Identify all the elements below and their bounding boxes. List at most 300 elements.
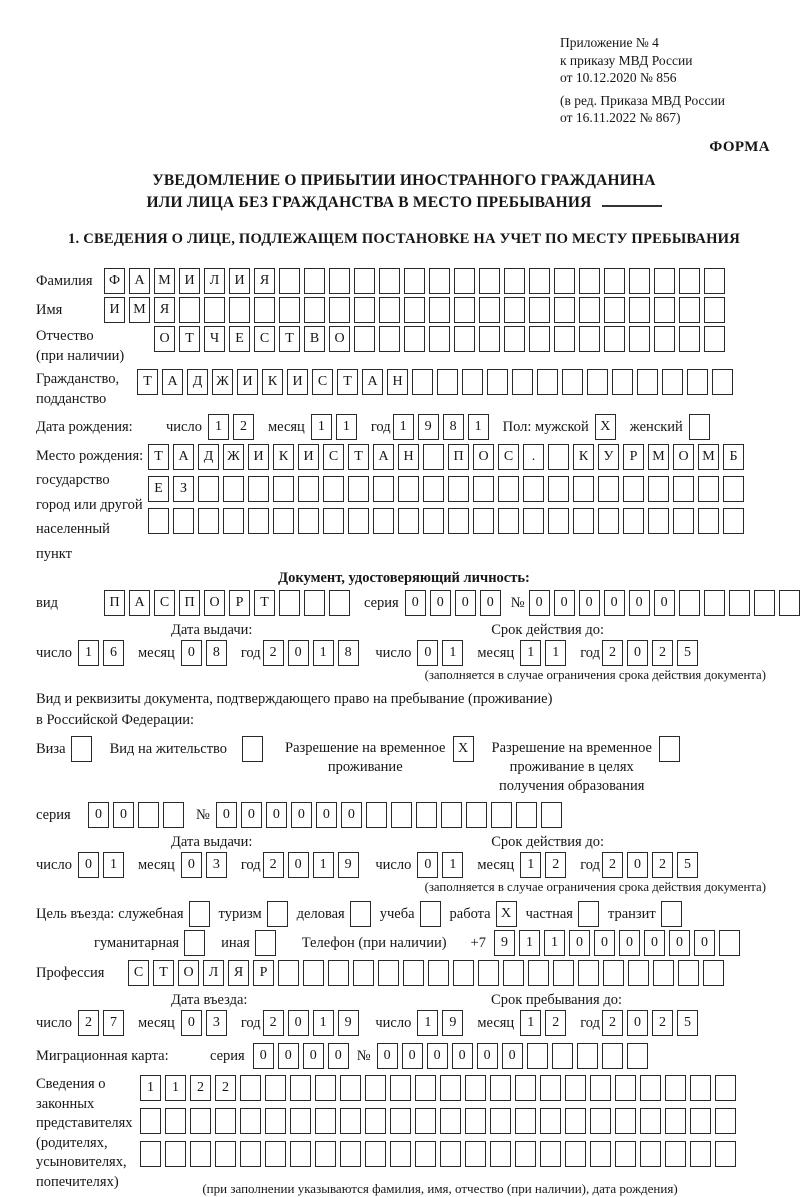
- form-cell: 0: [619, 930, 640, 956]
- form-cell: [640, 1108, 661, 1134]
- form-cell: 9: [442, 1010, 463, 1036]
- form-cell: Т: [254, 590, 275, 616]
- field-birth-date: [36, 414, 772, 440]
- form-cell: Н: [398, 444, 419, 470]
- form-cell: [565, 1108, 586, 1134]
- form-cell: [729, 590, 750, 616]
- birth-place-label: Место рождения:: [36, 447, 144, 464]
- form-cell: [298, 508, 319, 534]
- surname-label: Фамилия: [36, 272, 93, 289]
- form-cell: [565, 1141, 586, 1167]
- form-cell: [704, 297, 725, 323]
- form-cell: [198, 508, 219, 534]
- representatives-row3: [140, 1141, 740, 1167]
- form-cell: [604, 297, 625, 323]
- form-cell: [603, 960, 624, 986]
- form-cell: [248, 476, 269, 502]
- form-cell: [373, 508, 394, 534]
- form-cell: Р: [623, 444, 644, 470]
- form-title-line2: ИЛИ ЛИЦА БЕЗ ГРАЖДАНСТВА В МЕСТО ПРЕБЫВАНИЯ: [36, 191, 772, 213]
- form-cell: [579, 268, 600, 294]
- form-cell: 0: [627, 1010, 648, 1036]
- form-cell: Д: [187, 369, 208, 395]
- form-cell: [315, 1075, 336, 1101]
- form-cell: [298, 476, 319, 502]
- form-cell: [540, 1108, 561, 1134]
- form-cell: С: [498, 444, 519, 470]
- form-cell: 5: [677, 852, 698, 878]
- purpose-private-checkbox: [578, 901, 603, 927]
- form-cell: И: [179, 268, 200, 294]
- form-cell: [290, 1075, 311, 1101]
- form-cell: 0: [181, 1010, 202, 1036]
- phone-cells: [494, 930, 744, 956]
- form-cell: [398, 476, 419, 502]
- form-cell: [279, 297, 300, 323]
- form-cell: 1: [78, 640, 99, 666]
- day-label: число: [375, 1015, 412, 1031]
- form-cell: [565, 1075, 586, 1101]
- birth-place-city-label2: населенный пункт: [36, 521, 110, 562]
- temp-residence-edu-checkbox: [659, 736, 684, 762]
- citizenship-cells: [137, 369, 737, 395]
- identity-issue-date: [36, 640, 363, 666]
- form-cell: [242, 736, 263, 762]
- form-cell: [466, 802, 487, 828]
- month-label: месяц: [477, 857, 515, 873]
- entry-year-cells: [263, 1010, 363, 1036]
- form-cell: [454, 326, 475, 352]
- form-cell: [629, 268, 650, 294]
- form-cell: А: [162, 369, 183, 395]
- form-cell: [440, 1141, 461, 1167]
- form-cell: [665, 1075, 686, 1101]
- form-cell: [715, 1141, 736, 1167]
- purpose-option-private: частная: [526, 901, 603, 927]
- form-cell: [215, 1108, 236, 1134]
- form-cell: 0: [328, 1043, 349, 1069]
- form-cell: [398, 508, 419, 534]
- form-cell: 1: [545, 640, 566, 666]
- form-cell: [479, 297, 500, 323]
- form-cell: 2: [233, 414, 254, 440]
- form-cell: [240, 1108, 261, 1134]
- form-cell: 3: [206, 852, 227, 878]
- purpose-business-checkbox: [189, 901, 214, 927]
- form-cell: [404, 326, 425, 352]
- title-blank-underline: [602, 191, 662, 207]
- stay-month-cells: [520, 1010, 570, 1036]
- temp-residence-option: [285, 736, 477, 777]
- form-cell: [704, 590, 725, 616]
- form-cell: [554, 268, 575, 294]
- form-cell: [523, 508, 544, 534]
- expiry-year-cells: [602, 640, 702, 666]
- expiry-day-cells: [417, 640, 467, 666]
- form-cell: [590, 1108, 611, 1134]
- profession-cells: [128, 960, 728, 986]
- birth-day-cells: [208, 414, 258, 440]
- form-cell: Р: [229, 590, 250, 616]
- form-cell: [278, 960, 299, 986]
- temp-residence-label: Разрешение на временное проживание: [285, 740, 446, 775]
- form-cell: 2: [545, 1010, 566, 1036]
- number-label: №: [356, 1048, 371, 1064]
- field-citizenship: [36, 369, 772, 409]
- field-surname: [36, 268, 772, 294]
- form-cell: [679, 297, 700, 323]
- form-cell: 2: [652, 640, 673, 666]
- form-cell: [448, 508, 469, 534]
- form-cell: О: [204, 590, 225, 616]
- form-cell: 0: [216, 802, 237, 828]
- entry-dates: [36, 1010, 772, 1036]
- representatives-label-line: усыновителях,: [36, 1154, 127, 1170]
- form-cell: У: [598, 444, 619, 470]
- form-cell: [615, 1141, 636, 1167]
- visa-option: [36, 736, 96, 762]
- purpose-option-other: иная: [221, 930, 280, 956]
- form-cell: [315, 1141, 336, 1167]
- expiry-day-cells: [417, 852, 467, 878]
- entry-date-label: Дата въезда:: [171, 992, 248, 1008]
- form-cell: О: [154, 326, 175, 352]
- form-cell: [373, 476, 394, 502]
- form-cell: [615, 1108, 636, 1134]
- stay-until-date: [375, 1010, 702, 1036]
- form-cell: [490, 1141, 511, 1167]
- day-label: число: [375, 857, 412, 873]
- issue-year-cells: [263, 640, 363, 666]
- form-cell: [678, 960, 699, 986]
- form-cell: 0: [303, 1043, 324, 1069]
- form-cell: О: [473, 444, 494, 470]
- month-label: месяц: [477, 645, 515, 661]
- form-cell: 2: [263, 1010, 284, 1036]
- purpose-option-business: служебная: [118, 901, 213, 927]
- residence-issue-date: [36, 852, 363, 878]
- form-cell: [573, 508, 594, 534]
- form-cell: [537, 369, 558, 395]
- form-cell: А: [173, 444, 194, 470]
- form-cell: [540, 1075, 561, 1101]
- form-cell: 0: [654, 590, 675, 616]
- form-cell: [579, 326, 600, 352]
- form-cell: [552, 1043, 573, 1069]
- form-cell: А: [362, 369, 383, 395]
- form-cell: Т: [279, 326, 300, 352]
- expiry-month-cells: [520, 640, 570, 666]
- form-cell: [138, 802, 159, 828]
- form-cell: [465, 1075, 486, 1101]
- form-cell: [273, 476, 294, 502]
- month-label: месяц: [267, 418, 305, 435]
- form-cell: 2: [78, 1010, 99, 1036]
- series-label: серия: [210, 1048, 245, 1064]
- phone-label: Телефон (при наличии): [301, 935, 447, 951]
- form-cell: X: [453, 736, 474, 762]
- form-cell: 0: [427, 1043, 448, 1069]
- field-birth-place: [36, 444, 772, 567]
- form-cell: [498, 508, 519, 534]
- form-cell: [441, 802, 462, 828]
- form-cell: 0: [181, 640, 202, 666]
- form-cell: П: [104, 590, 125, 616]
- form-cell: 0: [627, 640, 648, 666]
- citizenship-sublabel: подданство: [36, 390, 107, 407]
- representatives-section: [36, 1075, 772, 1197]
- form-cell: [548, 444, 569, 470]
- form-cell: П: [179, 590, 200, 616]
- form-cell: [673, 508, 694, 534]
- residence-series-cells: [88, 802, 188, 828]
- migration-series-cells: [253, 1043, 353, 1069]
- temp-residence-edu-label: Разрешение на временное проживание в целях получения образования: [491, 740, 652, 794]
- form-cell: И: [287, 369, 308, 395]
- form-cell: 0: [88, 802, 109, 828]
- form-cell: [504, 268, 525, 294]
- migration-number-cells: [377, 1043, 652, 1069]
- form-cell: [577, 1043, 598, 1069]
- form-cell: [223, 476, 244, 502]
- form-cell: [415, 1141, 436, 1167]
- issue-day-cells: [78, 640, 128, 666]
- form-cell: Т: [337, 369, 358, 395]
- month-label: месяц: [477, 1015, 515, 1031]
- form-cell: [541, 802, 562, 828]
- form-cell: [462, 369, 483, 395]
- entry-date-labels: [36, 992, 772, 1009]
- form-cell: 1: [311, 414, 332, 440]
- form-cell: 0: [402, 1043, 423, 1069]
- expiry-month-cells: [520, 852, 570, 878]
- form-cell: [715, 1075, 736, 1101]
- form-cell: 0: [266, 802, 287, 828]
- form-cell: 1: [140, 1075, 161, 1101]
- birth-place-row3: [148, 508, 748, 534]
- annex-block: [560, 34, 772, 127]
- day-label: число: [166, 418, 202, 435]
- form-cell: Л: [204, 268, 225, 294]
- form-cell: [379, 268, 400, 294]
- form-cell: [653, 960, 674, 986]
- migration-card-label: Миграционная карта:: [36, 1048, 169, 1064]
- form-cell: [404, 268, 425, 294]
- form-cell: 0: [694, 930, 715, 956]
- residence-permit-checkbox: [242, 736, 267, 762]
- purpose-option-commercial: деловая: [297, 901, 375, 927]
- form-cell: [429, 297, 450, 323]
- form-cell: [487, 369, 508, 395]
- form-cell: [715, 1108, 736, 1134]
- residence-doc-dates: [36, 852, 772, 878]
- form-cell: Б: [723, 444, 744, 470]
- form-cell: 0: [477, 1043, 498, 1069]
- form-cell: [390, 1141, 411, 1167]
- form-cell: [654, 326, 675, 352]
- purpose-other-checkbox: [255, 930, 280, 956]
- doc-kind-label: вид: [36, 595, 58, 611]
- form-cell: [429, 326, 450, 352]
- form-cell: 0: [529, 590, 550, 616]
- form-cell: Ч: [204, 326, 225, 352]
- form-cell: 0: [502, 1043, 523, 1069]
- birth-month-cells: [311, 414, 361, 440]
- form-cell: [503, 960, 524, 986]
- month-label: месяц: [137, 857, 175, 873]
- form-cell: [528, 960, 549, 986]
- form-cell: [723, 476, 744, 502]
- form-cell: Я: [154, 297, 175, 323]
- form-cell: Я: [254, 268, 275, 294]
- annex-line: от 16.11.2022 № 867): [560, 110, 681, 125]
- form-cell: [628, 960, 649, 986]
- form-cell: [365, 1108, 386, 1134]
- form-cell: [340, 1141, 361, 1167]
- form-cell: [454, 268, 475, 294]
- citizenship-label: Гражданство,: [36, 370, 120, 387]
- form-cell: М: [648, 444, 669, 470]
- form-cell: [428, 960, 449, 986]
- doc-number-cells: [529, 590, 804, 616]
- form-cell: [523, 476, 544, 502]
- form-cell: [366, 802, 387, 828]
- form-cell: [304, 268, 325, 294]
- form-cell: [378, 960, 399, 986]
- form-cell: [348, 508, 369, 534]
- form-cell: [184, 930, 205, 956]
- form-cell: [623, 508, 644, 534]
- form-cell: [323, 508, 344, 534]
- form-cell: [348, 476, 369, 502]
- form-cell: [279, 590, 300, 616]
- residence-doc-note: (заполняется в случае ограничения срока действия документа): [424, 880, 766, 894]
- form-cell: [659, 736, 680, 762]
- identity-doc-date-labels: [36, 622, 772, 639]
- form-cell: 8: [206, 640, 227, 666]
- residence-doc-intro1: Вид и реквизиты документа, подтверждающего право на пребывание (проживание): [36, 691, 553, 707]
- form-cell: [255, 930, 276, 956]
- form-cell: X: [595, 414, 616, 440]
- month-label: месяц: [137, 645, 175, 661]
- form-cell: 1: [520, 1010, 541, 1036]
- form-cell: К: [273, 444, 294, 470]
- form-cell: [690, 1075, 711, 1101]
- form-cell: [179, 297, 200, 323]
- stay-day-cells: [417, 1010, 467, 1036]
- form-cell: [679, 326, 700, 352]
- form-cell: 9: [494, 930, 515, 956]
- form-cell: [465, 1141, 486, 1167]
- form-cell: Н: [387, 369, 408, 395]
- form-cell: [420, 901, 441, 927]
- purpose-transit-checkbox: [661, 901, 686, 927]
- form-cell: [490, 1108, 511, 1134]
- form-cell: [198, 476, 219, 502]
- form-cell: [661, 901, 682, 927]
- form-cell: [404, 297, 425, 323]
- form-cell: 1: [442, 640, 463, 666]
- form-cell: X: [496, 901, 517, 927]
- form-cell: [554, 326, 575, 352]
- residence-permit-option: [110, 736, 267, 762]
- form-cell: [587, 369, 608, 395]
- identity-doc-heading: Документ, удостоверяющий личность:: [278, 570, 530, 586]
- form-cell: 1: [468, 414, 489, 440]
- issue-year-cells: [263, 852, 363, 878]
- form-cell: А: [373, 444, 394, 470]
- form-cell: [478, 960, 499, 986]
- stay-year-cells: [602, 1010, 702, 1036]
- form-cell: [240, 1075, 261, 1101]
- form-cell: Ж: [223, 444, 244, 470]
- form-cell: 2: [263, 852, 284, 878]
- form-cell: [615, 1075, 636, 1101]
- form-cell: [627, 1043, 648, 1069]
- form-cell: [329, 297, 350, 323]
- year-label: год: [580, 857, 600, 873]
- form-cell: [629, 297, 650, 323]
- temp-residence-edu-option: [492, 736, 684, 796]
- birth-date-label: Дата рождения:: [36, 418, 133, 435]
- form-cell: 0: [579, 590, 600, 616]
- form-cell: 0: [627, 852, 648, 878]
- form-cell: [328, 960, 349, 986]
- form-cell: [712, 369, 733, 395]
- form-cell: 8: [338, 640, 359, 666]
- form-cell: [453, 960, 474, 986]
- patronymic-sublabel: (при наличии): [36, 347, 125, 364]
- form-cell: 0: [288, 640, 309, 666]
- form-cell: 0: [430, 590, 451, 616]
- visa-checkbox: [71, 736, 96, 762]
- form-cell: [454, 297, 475, 323]
- residence-permit-label: Вид на жительство: [109, 741, 228, 757]
- form-cell: [479, 268, 500, 294]
- form-cell: 2: [652, 852, 673, 878]
- form-cell: [265, 1108, 286, 1134]
- form-cell: [303, 960, 324, 986]
- form-cell: [340, 1075, 361, 1101]
- residence-doc-intro2: в Российской Федерации:: [36, 712, 195, 728]
- form-cell: 1: [336, 414, 357, 440]
- form-cell: 0: [644, 930, 665, 956]
- form-cell: [723, 508, 744, 534]
- form-cell: 1: [519, 930, 540, 956]
- sex-female-label: женский: [629, 418, 683, 435]
- form-cell: 0: [604, 590, 625, 616]
- form-cell: 1: [313, 852, 334, 878]
- form-cell: С: [323, 444, 344, 470]
- form-cell: [640, 1141, 661, 1167]
- form-cell: [315, 1108, 336, 1134]
- form-cell: [690, 1108, 711, 1134]
- issue-date-label: Дата выдачи:: [171, 622, 253, 638]
- form-cell: М: [154, 268, 175, 294]
- purpose-row: [36, 901, 772, 927]
- form-cell: 2: [545, 852, 566, 878]
- form-cell: 1: [393, 414, 414, 440]
- form-cell: [190, 1141, 211, 1167]
- form-cell: 2: [190, 1075, 211, 1101]
- year-label: год: [240, 645, 261, 661]
- form-cell: 2: [263, 640, 284, 666]
- form-cell: 7: [103, 1010, 124, 1036]
- profession-label: Профессия: [36, 965, 105, 981]
- representatives-label-line: попечителях): [36, 1173, 119, 1190]
- form-cell: [529, 326, 550, 352]
- residence-doc-series-row: [36, 802, 772, 828]
